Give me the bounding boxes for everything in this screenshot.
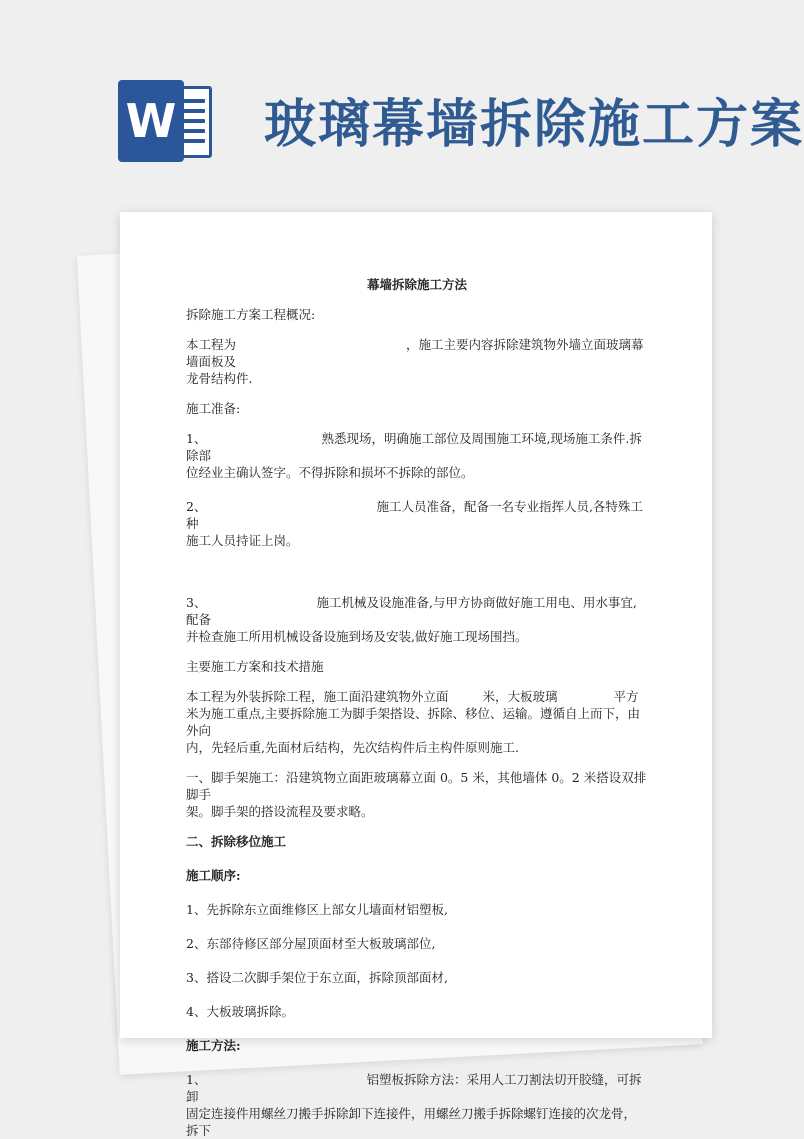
order-item-1: 1、先拆除东立面维修区上部女儿墙面材铝塑板, — [186, 902, 448, 917]
section-2-heading: 二、拆除移位施工 — [186, 834, 287, 849]
prep-item-3-cont: 并检查施工所用机械设备设施到场及安装,做好施工现场围挡。 — [186, 629, 528, 644]
prep-heading: 施工准备: — [186, 401, 241, 416]
method-item-1-cont: 固定连接件用螺丝刀搬手拆除卸下连接件，用螺丝刀搬手拆除螺钉连接的次龙骨，拆下 — [186, 1106, 637, 1138]
prep-item-2-cont: 施工人员持证上岗。 — [186, 533, 299, 548]
header — [0, 0, 804, 200]
scaffold-paragraph: 一、脚手架施工：沿建筑物立面距玻璃幕立面 0。5 米，其他墙体 0。2 米搭设双排脚手 — [186, 770, 647, 802]
prep-item-3: 3、 施工机械及设施准备,与甲方协商做好施工用电、用水事宜,配备 — [186, 595, 637, 627]
document-title: 幕墙拆除施工方法 — [366, 277, 467, 292]
scaffold-paragraph-cont: 架。脚手架的搭设流程及要求略。 — [186, 804, 374, 819]
document-page — [120, 212, 712, 1138]
prep-item-1: 1、 熟悉现场，明确施工部位及周围施工环境,现场施工条件.拆除部 — [186, 431, 642, 463]
order-item-4: 4、大板玻璃拆除。 — [186, 1004, 294, 1019]
method-heading: 施工方法: — [186, 1038, 241, 1053]
prep-item-2: 2、 施工人员准备，配备一名专业指挥人员,各特殊工种 — [186, 499, 643, 531]
main-paragraph-line3: 内，先轻后重,先面材后结构，先次结构件后主构件原则施工. — [186, 740, 519, 755]
word-document-icon — [118, 80, 214, 162]
main-paragraph: 本工程为外装拆除工程，施工面沿建筑物外立面 米，大板玻璃 平方 — [186, 689, 639, 704]
main-heading: 主要施工方案和技术措施 — [186, 659, 324, 674]
prep-item-1-cont: 位经业主确认签字。不得拆除和损坏不拆除的部位。 — [186, 465, 474, 480]
main-paragraph-line2: 米为施工重点,主要拆除施工为脚手架搭设、拆除、移位、运输。遵循自上而下，由外向 — [186, 706, 640, 738]
order-item-3: 3、搭设二次脚手架位于东立面，拆除顶部面材, — [186, 970, 448, 985]
overview-paragraph-cont: 龙骨结构件. — [186, 371, 253, 386]
overview-paragraph: 本工程为 ，施工主要内容拆除建筑物外墙立面玻璃幕墙面板及 — [186, 337, 644, 369]
overview-heading: 拆除施工方案工程概况: — [186, 307, 316, 322]
word-w-icon: W — [118, 80, 184, 162]
order-item-2: 2、东部待修区部分屋顶面材至大板玻璃部位, — [186, 936, 436, 951]
page-title: 玻璃幕墙拆除施工方案 — [264, 94, 804, 155]
document-content — [186, 276, 648, 1139]
method-item-1: 1、 铝塑板拆除方法：采用人工刀割法切开胶缝，可拆卸 — [186, 1072, 642, 1104]
order-heading: 施工顺序: — [186, 868, 241, 883]
